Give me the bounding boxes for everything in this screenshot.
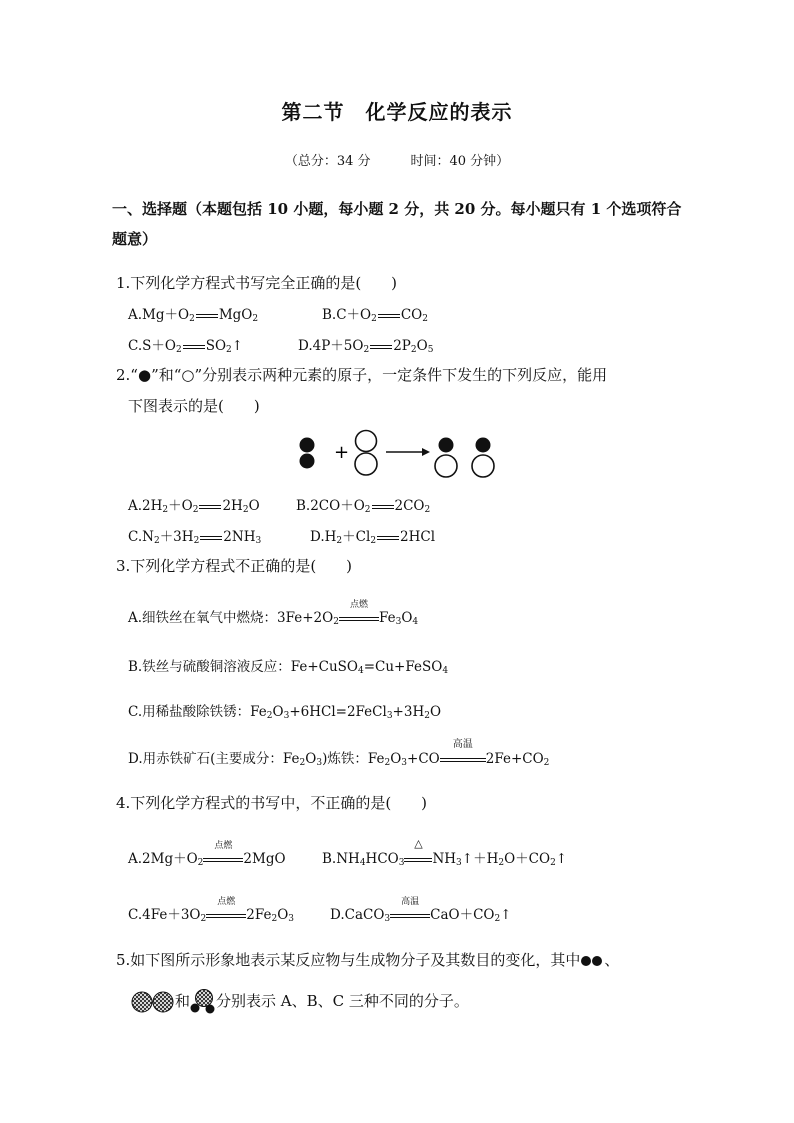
question-4-option-c: $C.4Fe+3O_2$ 点燃 $2Fe_2O_3$ [128,897,295,924]
white-atom [355,453,377,475]
question-2-option-b: $B.2CO+O_2$ $2CO_2$ [296,498,431,515]
white-atom [472,455,494,477]
question-3-option-a: A.细铁丝在氧气中燃烧：$3Fe+2O_2$ 点燃 $Fe_3O_4$ [128,600,419,627]
white-atom [435,455,457,477]
question-3-stem: 3.下列化学方程式不正确的是( ) [116,557,353,575]
exam-meta [0,150,794,169]
question-2-option-d: $D.H_2+Cl_2$ 2HCl [310,529,436,546]
plus-sign: + [334,442,350,463]
question-2-stem-line2: 下图表示的是( ) [128,397,260,415]
question-3-option-c: C.用稀盐酸除铁锈：$Fe_2O_3+6HCl=2FeCl_3+3H_2O$ [128,704,442,721]
question-4-option-d: D.CaCO$_3$ 高温 $CaO+CO_2↑$ [330,897,512,924]
total-score: （总分：34 分 [284,154,371,169]
black-atom [476,438,491,453]
question-1-option-d: $D.4P+5O_2$ $2P_2O_5$ [298,338,434,355]
question-1-option-c: $C.S+O_2$ $SO_2↑$ [128,338,244,355]
molecule-b-icon [131,991,175,1013]
reaction-diagram [290,430,510,482]
question-2-option-a: $A.2H_2+O_2$ $2H_2O$ [128,498,260,515]
question-3-option-d: D.用赤铁矿石(主要成分：$Fe_2O_3$)炼铁：$Fe_2O_3+CO$ 高温 $2Fe+CO_2$ [128,739,550,768]
question-1-stem: 1.下列化学方程式书写完全正确的是( ) [116,274,398,292]
question-2-stem-line1: 2.“●”和“○”分别表示两种元素的原子，一定条件下发生的下列反应，能用 [116,366,608,384]
question-4-option-b: $B.NH_4HCO_3$ △ $NH_3↑+H_2O+CO_2↑$ [322,837,568,868]
black-atom [300,438,315,453]
page-title: 第二节 化学反应的表示 [281,100,513,124]
question-1-option-a: $A.Mg+O_2$ MgO$_2$ [128,307,259,324]
arrow-head [422,448,430,456]
question-5-stem-line1: 5.如下图所示形象地表示某反应物与生成物分子及其数目的变化，其中 、 [116,951,620,969]
question-2-option-c: $C.N_2+3H_2$ $2NH_3$ [128,529,262,546]
molecule-a-icon [580,955,604,967]
black-atom [439,438,454,453]
question-1-option-b: $B.C+O_2$ $CO_2$ [322,307,428,324]
question-4-option-a: $A.2Mg+O_2$ 点燃 2MgO [128,841,286,868]
question-3-option-b: B.铁丝与硫酸铜溶液反应：Fe+CuSO$_4$=Cu+FeSO$_4$ [128,659,449,676]
black-atom [300,454,315,469]
question-5-stem-line2: 和 分别表示 A、B、C 三种不同的分子。 [131,989,469,1015]
question-4-stem: 4.下列化学方程式的书写中，不正确的是( ) [116,794,428,812]
white-atom [356,431,377,452]
section-heading: 一、选择题（本题包括 10 小题，每小题 2 分，共 20 分。每小题只有 1 个选项符合题意） [112,200,682,248]
time-limit: 时间：40 分钟） [410,154,510,169]
molecule-c-icon [190,989,216,1015]
